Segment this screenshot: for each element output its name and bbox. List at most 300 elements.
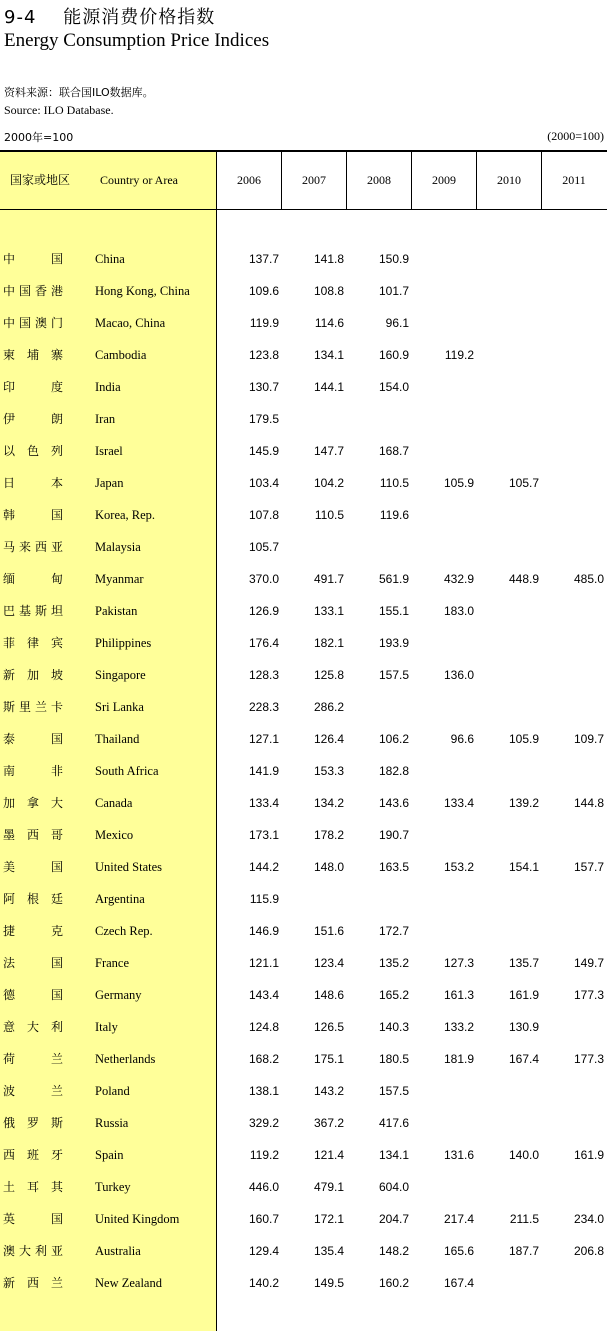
index-value-cell: 432.9 (443, 572, 474, 586)
country-name-en: Israel (95, 444, 123, 458)
index-value-cell: 485.0 (573, 572, 604, 586)
index-value-cell: 134.1 (313, 348, 344, 362)
table-row (0, 825, 607, 857)
index-value-cell: 135.7 (508, 956, 539, 970)
index-value-cell (479, 1081, 539, 1101)
index-value-cell: 127.1 (248, 732, 279, 746)
index-value-cell (414, 697, 474, 717)
index-value-cell: 96.6 (450, 732, 474, 746)
index-value-cell: 193.9 (378, 636, 409, 650)
index-value-cell: 141.9 (248, 764, 279, 778)
country-name-en: New Zealand (95, 1276, 162, 1290)
index-value-cell (414, 249, 474, 269)
index-value-cell: 149.7 (573, 956, 604, 970)
index-value-cell (544, 313, 604, 333)
table-row (0, 1113, 607, 1145)
index-value-cell (349, 697, 409, 717)
index-value-cell: 148.6 (313, 988, 344, 1002)
index-value-cell: 479.1 (313, 1180, 344, 1194)
index-value-cell: 160.2 (378, 1276, 409, 1290)
index-value-cell: 147.7 (313, 444, 344, 458)
country-name-en: Poland (95, 1084, 130, 1098)
index-value-cell: 154.1 (508, 860, 539, 874)
index-value-cell: 144.8 (573, 796, 604, 810)
index-value-cell: 160.7 (248, 1212, 279, 1226)
index-value-cell: 143.2 (313, 1084, 344, 1098)
index-value-cell: 206.8 (573, 1244, 604, 1258)
country-name-cn: 新加坡 (3, 668, 63, 682)
index-value-cell: 103.4 (248, 476, 279, 490)
table-row (0, 1049, 607, 1081)
index-value-cell: 370.0 (248, 572, 279, 586)
index-value-cell: 153.2 (443, 860, 474, 874)
country-name-cn: 美国 (3, 860, 63, 874)
index-value-cell (479, 1177, 539, 1197)
index-value-cell (479, 537, 539, 557)
index-value-cell: 183.0 (443, 604, 474, 618)
table-row (0, 633, 607, 665)
table-row (0, 473, 607, 505)
country-name-cn: 巴基斯坦 (3, 604, 63, 618)
index-value-cell (479, 249, 539, 269)
country-name-cn: 以色列 (3, 444, 63, 458)
country-name-en: South Africa (95, 764, 159, 778)
source-note-en: Source: ILO Database. (4, 103, 114, 117)
index-value-cell (544, 409, 604, 429)
country-name-en: Thailand (95, 732, 140, 746)
index-value-cell (414, 281, 474, 301)
table-row (0, 249, 607, 281)
index-value-cell: 109.7 (573, 732, 604, 746)
index-value-cell (414, 761, 474, 781)
index-value-cell (479, 441, 539, 461)
index-value-cell: 561.9 (378, 572, 409, 586)
country-name-en: Hong Kong, China (95, 284, 190, 298)
country-name-cn: 柬埔寨 (3, 348, 63, 362)
index-value-cell (544, 1273, 604, 1293)
table-row (0, 345, 607, 377)
country-name-en: Italy (95, 1020, 118, 1034)
index-value-cell: 119.2 (249, 1148, 279, 1162)
table-row (0, 1017, 607, 1049)
index-value-cell: 137.7 (248, 252, 279, 266)
index-value-cell: 151.6 (313, 924, 344, 938)
table-row (0, 1145, 607, 1177)
index-value-cell (479, 505, 539, 525)
index-value-cell (544, 345, 604, 365)
country-name-en: France (95, 956, 130, 970)
index-value-cell (544, 889, 604, 909)
index-value-cell: 168.2 (248, 1052, 279, 1066)
country-name-cn: 墨西哥 (3, 828, 63, 842)
index-value-cell: 105.9 (508, 732, 539, 746)
header-year: 2009 (432, 173, 456, 187)
index-value-cell: 181.9 (443, 1052, 474, 1066)
country-name-cn: 中国香港 (3, 284, 63, 298)
index-value-cell: 140.3 (378, 1020, 409, 1034)
index-value-cell (284, 409, 344, 429)
index-value-cell (479, 697, 539, 717)
index-value-cell (479, 345, 539, 365)
index-value-cell: 143.4 (248, 988, 279, 1002)
country-name-cn: 加拿大 (3, 796, 63, 810)
country-name-cn: 波兰 (3, 1084, 63, 1098)
table-row (0, 1273, 607, 1305)
country-name-en: Spain (95, 1148, 124, 1162)
country-name-cn: 南非 (3, 764, 63, 778)
header-area-cn: 国家或地区 (10, 173, 71, 187)
index-value-cell: 144.1 (313, 380, 344, 394)
country-name-cn: 意大利 (3, 1020, 63, 1034)
table-row (0, 729, 607, 761)
table-row (0, 601, 607, 633)
index-value-cell: 114.6 (314, 316, 344, 330)
index-value-cell: 144.2 (248, 860, 279, 874)
country-name-cn: 法国 (3, 956, 63, 970)
country-name-cn: 西班牙 (3, 1148, 63, 1162)
index-value-cell: 119.6 (379, 508, 409, 522)
country-name-en: United Kingdom (95, 1212, 180, 1226)
index-value-cell: 163.5 (378, 860, 409, 874)
index-value-cell (544, 1113, 604, 1133)
country-name-en: Australia (95, 1244, 141, 1258)
index-value-cell: 140.2 (248, 1276, 279, 1290)
index-value-cell: 130.9 (508, 1020, 539, 1034)
index-value-cell (544, 377, 604, 397)
table-title-cn (4, 3, 215, 29)
index-value-cell: 167.4 (508, 1052, 539, 1066)
index-value-cell: 417.6 (378, 1116, 409, 1130)
country-name-cn: 日本 (3, 476, 63, 490)
table-title-cn-text: 能源消费价格指数 (63, 7, 216, 28)
index-value-cell (544, 697, 604, 717)
country-name-cn: 阿根廷 (3, 892, 63, 906)
country-name-cn: 中国澳门 (3, 316, 63, 330)
index-value-cell (284, 889, 344, 909)
index-value-cell: 134.1 (378, 1148, 409, 1162)
index-value-cell: 491.7 (313, 572, 344, 586)
index-value-cell (479, 633, 539, 653)
index-value-cell: 180.5 (378, 1052, 409, 1066)
index-value-cell: 446.0 (248, 1180, 279, 1194)
index-value-cell: 135.4 (313, 1244, 344, 1258)
index-value-cell: 367.2 (313, 1116, 344, 1130)
index-value-cell (349, 409, 409, 429)
index-value-cell: 160.9 (378, 348, 409, 362)
index-value-cell (544, 537, 604, 557)
country-name-cn: 德国 (3, 988, 63, 1002)
index-value-cell: 175.1 (313, 1052, 344, 1066)
country-name-en: Germany (95, 988, 142, 1002)
index-value-cell: 128.3 (248, 668, 279, 682)
index-value-cell: 140.0 (508, 1148, 539, 1162)
index-value-cell: 143.6 (378, 796, 409, 810)
index-value-cell (544, 921, 604, 941)
index-value-cell (479, 921, 539, 941)
country-name-en: Macao, China (95, 316, 166, 330)
index-value-cell: 148.0 (313, 860, 344, 874)
index-value-cell: 123.4 (313, 956, 344, 970)
index-value-cell (544, 281, 604, 301)
index-value-cell (544, 1017, 604, 1037)
index-value-cell (544, 633, 604, 653)
index-value-cell (544, 505, 604, 525)
index-value-cell (414, 1177, 474, 1197)
country-name-cn: 土耳其 (3, 1180, 63, 1194)
index-value-cell: 126.5 (313, 1020, 344, 1034)
index-value-cell: 157.7 (573, 860, 604, 874)
index-value-cell: 167.4 (443, 1276, 474, 1290)
index-value-cell: 130.7 (248, 380, 279, 394)
index-value-cell: 165.2 (378, 988, 409, 1002)
index-value-cell (414, 441, 474, 461)
index-value-cell: 157.5 (378, 1084, 409, 1098)
index-value-cell: 125.8 (313, 668, 344, 682)
table-row (0, 281, 607, 313)
index-value-cell: 133.4 (248, 796, 279, 810)
index-value-cell: 124.8 (248, 1020, 279, 1034)
index-value-cell: 448.9 (508, 572, 539, 586)
country-name-en: India (95, 380, 121, 394)
index-value-cell: 126.9 (248, 604, 279, 618)
country-name-cn: 泰国 (3, 732, 63, 746)
index-value-cell (414, 537, 474, 557)
index-value-cell: 139.2 (508, 796, 539, 810)
index-value-cell: 104.2 (313, 476, 344, 490)
index-value-cell (544, 665, 604, 685)
index-value-cell (479, 889, 539, 909)
index-value-cell: 148.2 (378, 1244, 409, 1258)
country-name-en: Myanmar (95, 572, 144, 586)
country-name-en: Turkey (95, 1180, 131, 1194)
country-name-en: Russia (95, 1116, 129, 1130)
index-value-cell: 107.8 (248, 508, 279, 522)
index-value-cell: 165.6 (443, 1244, 474, 1258)
index-value-cell (479, 409, 539, 429)
country-name-en: Iran (95, 412, 116, 426)
index-value-cell: 211.5 (509, 1212, 539, 1226)
index-value-cell: 123.8 (248, 348, 279, 362)
index-value-cell (544, 601, 604, 621)
country-name-cn: 马来西亚 (3, 540, 63, 554)
index-value-cell (479, 1113, 539, 1133)
table-row (0, 761, 607, 793)
table-row (0, 1081, 607, 1113)
index-value-cell: 135.2 (378, 956, 409, 970)
index-value-cell: 131.6 (443, 1148, 474, 1162)
index-value-cell (479, 313, 539, 333)
index-value-cell (544, 761, 604, 781)
index-value-cell: 157.5 (378, 668, 409, 682)
index-value-cell: 141.8 (313, 252, 344, 266)
index-value-cell: 129.4 (248, 1244, 279, 1258)
index-value-cell: 172.1 (313, 1212, 344, 1226)
index-value-cell: 133.2 (443, 1020, 474, 1034)
index-value-cell: 177.3 (573, 988, 604, 1002)
table-row (0, 1209, 607, 1241)
index-value-cell: 133.4 (443, 796, 474, 810)
table-row (0, 505, 607, 537)
index-value-cell: 153.3 (313, 764, 344, 778)
country-name-cn: 伊朗 (3, 412, 63, 426)
source-note-cn: 资料来源：联合国ILO数据库。 (4, 86, 154, 99)
country-name-en: Mexico (95, 828, 134, 842)
index-value-cell: 161.9 (508, 988, 539, 1002)
index-value-cell (349, 889, 409, 909)
index-value-cell: 115.9 (249, 892, 279, 906)
index-value-cell: 149.5 (313, 1276, 344, 1290)
table-row (0, 1241, 607, 1273)
index-value-cell (479, 761, 539, 781)
index-value-cell (414, 1081, 474, 1101)
index-value-cell: 127.3 (443, 956, 474, 970)
table-row (0, 569, 607, 601)
country-name-en: Cambodia (95, 348, 147, 362)
index-value-cell: 187.7 (508, 1244, 539, 1258)
index-value-cell (414, 505, 474, 525)
country-name-cn: 俄罗斯 (3, 1116, 63, 1130)
header-year: 2010 (497, 173, 521, 187)
table-row (0, 537, 607, 569)
index-value-cell: 228.3 (248, 700, 279, 714)
index-value-cell (414, 409, 474, 429)
index-value-cell: 190.7 (378, 828, 409, 842)
index-value-cell: 177.3 (573, 1052, 604, 1066)
country-name-en: Pakistan (95, 604, 138, 618)
index-value-cell: 182.8 (378, 764, 409, 778)
index-value-cell: 168.7 (378, 444, 409, 458)
table-row (0, 1177, 607, 1209)
country-name-cn: 缅甸 (3, 572, 63, 586)
index-value-cell: 134.2 (313, 796, 344, 810)
index-value-cell: 178.2 (313, 828, 344, 842)
index-value-cell: 105.7 (248, 540, 279, 554)
country-name-en: Netherlands (95, 1052, 156, 1066)
index-value-cell (414, 825, 474, 845)
index-value-cell: 604.0 (378, 1180, 409, 1194)
index-value-cell: 173.1 (248, 828, 279, 842)
index-value-cell: 172.7 (378, 924, 409, 938)
index-value-cell: 286.2 (313, 700, 344, 714)
index-value-cell: 176.4 (248, 636, 279, 650)
index-value-cell (479, 1273, 539, 1293)
index-value-cell: 109.6 (248, 284, 279, 298)
header-bottom-rule (0, 209, 607, 210)
base-year-note-cn: 2000年=100 (4, 131, 74, 144)
index-value-cell: 96.1 (385, 316, 409, 330)
index-value-cell (479, 377, 539, 397)
index-value-cell (414, 377, 474, 397)
header-year: 2007 (302, 173, 326, 187)
index-value-cell: 106.2 (378, 732, 409, 746)
index-value-cell: 179.5 (248, 412, 279, 426)
table-row (0, 377, 607, 409)
table-row (0, 857, 607, 889)
base-year-note-en: (2000=100) (547, 129, 604, 143)
index-value-cell (479, 601, 539, 621)
country-name-cn: 荷兰 (3, 1052, 63, 1066)
index-value-cell (544, 473, 604, 493)
index-value-cell (479, 825, 539, 845)
country-name-en: China (95, 252, 125, 266)
header-year: 2006 (237, 173, 261, 187)
index-value-cell: 161.3 (443, 988, 474, 1002)
table-row (0, 921, 607, 953)
index-value-cell: 121.4 (313, 1148, 344, 1162)
header-area-en: Country or Area (100, 173, 178, 187)
index-value-cell: 204.7 (378, 1212, 409, 1226)
country-name-cn: 新西兰 (3, 1276, 63, 1290)
header-year: 2008 (367, 173, 391, 187)
index-value-cell (544, 1081, 604, 1101)
country-name-en: Malaysia (95, 540, 141, 554)
index-value-cell (349, 537, 409, 557)
index-value-cell (544, 441, 604, 461)
table-number: 9-4 (4, 7, 37, 28)
country-name-en: Argentina (95, 892, 145, 906)
index-value-cell: 155.1 (378, 604, 409, 618)
index-value-cell: 146.9 (248, 924, 279, 938)
country-name-cn: 澳大利亚 (3, 1244, 63, 1258)
index-value-cell: 126.4 (313, 732, 344, 746)
index-value-cell: 121.1 (248, 956, 279, 970)
country-name-cn: 韩国 (3, 508, 63, 522)
table-row (0, 953, 607, 985)
index-value-cell (414, 889, 474, 909)
country-name-en: Japan (95, 476, 124, 490)
index-value-cell: 133.1 (313, 604, 344, 618)
index-value-cell: 119.2 (444, 348, 474, 362)
country-name-en: Philippines (95, 636, 152, 650)
country-name-cn: 捷克 (3, 924, 63, 938)
index-value-cell: 154.0 (378, 380, 409, 394)
index-value-cell (479, 665, 539, 685)
table-row (0, 665, 607, 697)
index-value-cell: 234.0 (573, 1212, 604, 1226)
country-name-en: Canada (95, 796, 133, 810)
index-value-cell: 110.5 (314, 508, 344, 522)
index-value-cell (414, 921, 474, 941)
country-name-en: Singapore (95, 668, 146, 682)
index-value-cell: 119.9 (249, 316, 279, 330)
table-row (0, 985, 607, 1017)
country-name-cn: 菲律宾 (3, 636, 63, 650)
table-row (0, 441, 607, 473)
country-name-en: United States (95, 860, 163, 874)
index-value-cell (544, 1177, 604, 1197)
table-row (0, 793, 607, 825)
index-value-cell: 150.9 (378, 252, 409, 266)
index-value-cell (414, 313, 474, 333)
index-value-cell (414, 1113, 474, 1133)
index-value-cell: 138.1 (248, 1084, 279, 1098)
country-name-en: Korea, Rep. (95, 508, 156, 522)
index-value-cell: 101.7 (378, 284, 409, 298)
table-title-en: Energy Consumption Price Indices (4, 30, 270, 51)
index-value-cell: 217.4 (443, 1212, 474, 1226)
index-value-cell (284, 537, 344, 557)
index-value-cell (544, 825, 604, 845)
index-value-cell (414, 633, 474, 653)
country-name-cn: 斯里兰卡 (3, 700, 63, 714)
table-row (0, 889, 607, 921)
table-row (0, 409, 607, 441)
index-value-cell: 329.2 (248, 1116, 279, 1130)
country-name-cn: 英国 (3, 1212, 63, 1226)
index-value-cell: 105.9 (443, 476, 474, 490)
country-name-en: Sri Lanka (95, 700, 144, 714)
index-value-cell: 105.7 (508, 476, 539, 490)
